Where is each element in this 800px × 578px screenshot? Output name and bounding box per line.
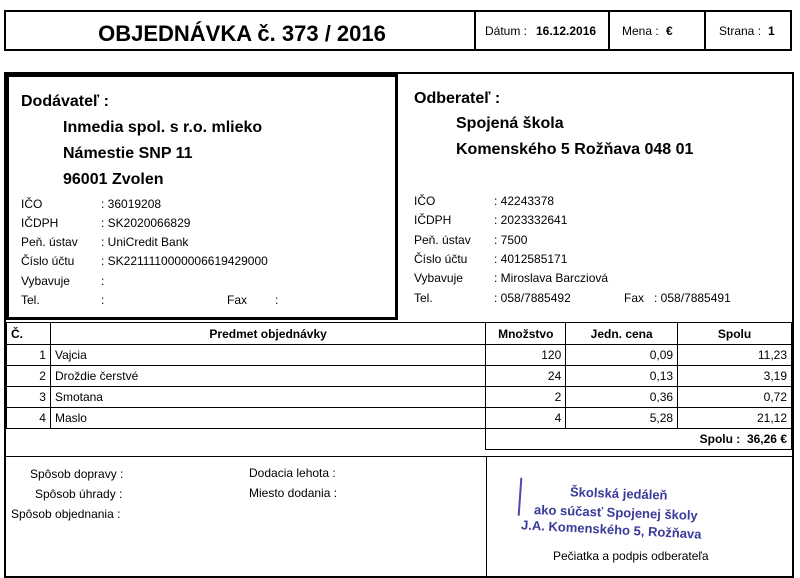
supplier-heading: Dodávateľ : [21, 93, 109, 110]
row-qty: 4 [486, 408, 566, 429]
row-qty: 120 [486, 345, 566, 366]
supplier-city: 96001 Zvolen [63, 171, 164, 188]
delivery-time-label: Dodacia lehota : [249, 466, 336, 480]
customer-tel-label: Tel. [414, 291, 433, 305]
page-box [704, 10, 792, 51]
row-total: 11,23 [678, 345, 792, 366]
sum-label: Spolu : [699, 432, 741, 446]
transport-label: Spôsob dopravy : [30, 467, 124, 481]
customer-tel-value: : 058/7885492 [494, 291, 571, 305]
customer-account-label: Číslo účtu [414, 252, 468, 266]
col-header-qty: Množstvo [486, 323, 566, 345]
signature-divider [486, 456, 487, 576]
stamp-line-2: ako súčasť Spojenej školy [533, 502, 698, 523]
supplier-icdph-label: IČDPH [21, 216, 59, 230]
row-item: Vajcia [50, 345, 485, 366]
row-price: 0,36 [566, 387, 678, 408]
row-total: 0,72 [678, 387, 792, 408]
stamp-line-1: Školská jedáleň [569, 484, 668, 503]
table-row [7, 345, 792, 366]
customer-fax-label: Fax [624, 291, 645, 305]
sum-cell [486, 429, 792, 450]
currency-label: Mena : [622, 24, 659, 38]
sum-row [7, 429, 792, 450]
row-price: 0,13 [566, 366, 678, 387]
row-qty: 24 [486, 366, 566, 387]
table-row [7, 366, 792, 387]
customer-icdph-value: : 2023332641 [494, 213, 568, 227]
row-qty: 2 [486, 387, 566, 408]
title-box [4, 10, 476, 51]
supplier-account-label: Číslo účtu [21, 254, 75, 268]
supplier-handler-label: Vybavuje [21, 274, 70, 288]
sum-spacer [7, 429, 486, 450]
supplier-fax-label: Fax [227, 293, 248, 307]
row-no: 4 [7, 408, 51, 429]
row-total: 3,19 [678, 366, 792, 387]
row-total: 21,12 [678, 408, 792, 429]
date-box [474, 10, 610, 51]
table-row [7, 408, 792, 429]
payment-label: Spôsob úhrady : [35, 487, 123, 501]
order-method-label: Spôsob objednania : [11, 507, 121, 521]
delivery-place-label: Miesto dodania : [249, 486, 338, 500]
customer-bank-label: Peň. ústav [414, 233, 471, 247]
row-price: 5,28 [566, 408, 678, 429]
sum-value: 36,26 € [746, 432, 787, 446]
row-item: Maslo [50, 408, 485, 429]
supplier-account-value: : SK2211110000006619429000 [101, 254, 268, 268]
col-header-total: Spolu [678, 323, 792, 345]
page-label: Strana : [719, 24, 762, 38]
row-no: 1 [7, 345, 51, 366]
customer-ico-label: IČO [414, 194, 436, 208]
col-header-item: Predmet objednávky [50, 323, 485, 345]
supplier-name: Inmedia spol. s r.o. mlieko [63, 119, 263, 136]
row-price: 0,09 [566, 345, 678, 366]
customer-fax-value: : 058/7885491 [654, 291, 731, 305]
customer-ico-value: : 42243378 [494, 194, 555, 208]
table-row [7, 387, 792, 408]
table-header-row [7, 323, 792, 345]
currency-value: € [666, 24, 673, 38]
footer-divider [6, 456, 792, 457]
supplier-box [6, 74, 398, 320]
row-no: 2 [7, 366, 51, 387]
supplier-street: Námestie SNP 11 [63, 145, 193, 162]
customer-name: Spojená škola [456, 115, 564, 132]
col-header-price: Jedn. cena [566, 323, 678, 345]
signature-label: Pečiatka a podpis odberateľa [553, 549, 709, 563]
supplier-fax-value: : [275, 293, 279, 307]
row-item: Droždie čerstvé [50, 366, 485, 387]
date-label: Dátum : [485, 24, 528, 38]
col-header-no: Č. [7, 323, 51, 345]
row-no: 3 [7, 387, 51, 408]
customer-bank-value: : 7500 [494, 233, 528, 247]
supplier-tel-value: : [101, 293, 105, 307]
customer-handler-value: : Miroslava Barcziová [494, 271, 609, 285]
supplier-handler-value: : [101, 274, 105, 288]
page-value: 1 [768, 24, 775, 38]
stamp-line-3: J.A. Komenského 5, Rožňava [520, 517, 702, 542]
row-item: Smotana [50, 387, 485, 408]
customer-icdph-label: IČDPH [414, 213, 452, 227]
customer-account-value: : 4012585171 [494, 252, 568, 266]
supplier-ico-value: : 36019208 [101, 197, 162, 211]
supplier-icdph-value: : SK2020066829 [101, 216, 191, 230]
customer-handler-label: Vybavuje [414, 271, 463, 285]
supplier-bank-label: Peň. ústav [21, 235, 78, 249]
date-value: 16.12.2016 [536, 24, 597, 38]
supplier-tel-label: Tel. [21, 293, 40, 307]
currency-box [608, 10, 706, 51]
supplier-bank-value: : UniCredit Bank [101, 235, 189, 249]
customer-street: Komenského 5 Rožňava 048 01 [456, 141, 694, 158]
page-title: OBJEDNÁVKA č. 373 / 2016 [98, 21, 386, 46]
items-table [6, 322, 792, 450]
customer-heading: Odberateľ : [414, 90, 501, 107]
supplier-ico-label: IČO [21, 197, 43, 211]
